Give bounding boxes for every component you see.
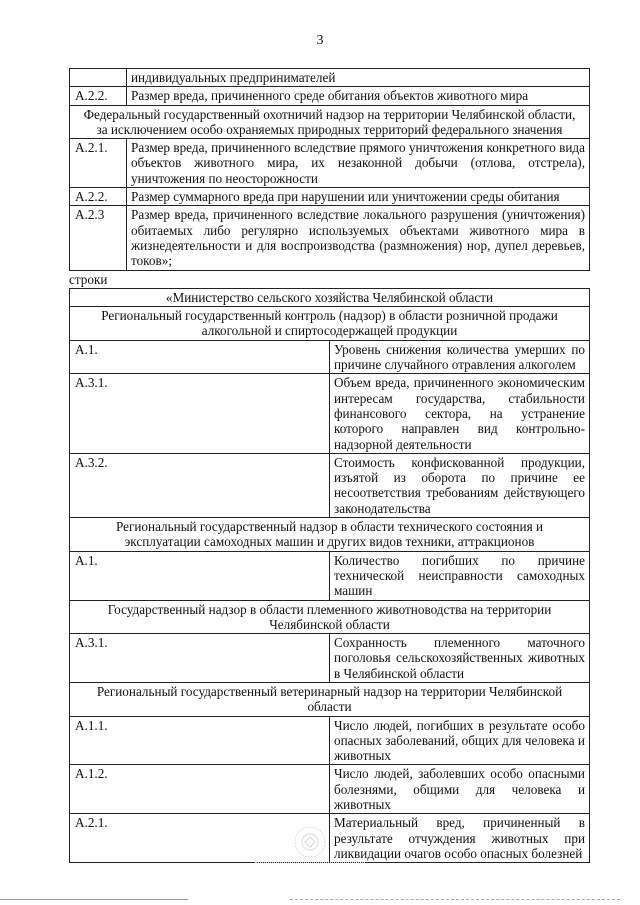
- section-title: Федеральный государственный охотничий надзор на территории Челябинской области, за исключением особо охраняемых природных территорий федерального значения: [70, 105, 590, 139]
- seal-icon: [293, 825, 327, 859]
- indicator-code: А.2.2.: [70, 87, 127, 105]
- document-body: [69, 68, 590, 863]
- indicator-code: А.1.: [70, 551, 330, 600]
- table-row: [70, 551, 590, 600]
- indicator-text: Количество погибших по причине технической неисправности самоходных машин: [330, 551, 590, 600]
- indicator-code: [70, 69, 127, 87]
- indicator-text: Размер суммарного вреда при нарушении или уничтожении среды обитания: [127, 188, 590, 206]
- seal-caption: [255, 862, 365, 867]
- strings-label: строки: [69, 271, 108, 287]
- table-row: [70, 716, 590, 765]
- section-title: Региональный государственный надзор в области технического состояния и эксплуатации самоходных машин и других видов техники, аттракционов: [70, 518, 590, 552]
- table-row: [70, 374, 590, 453]
- indicator-text: индивидуальных предпринимателей: [127, 69, 590, 87]
- page-number: 3: [316, 33, 324, 48]
- indicator-text: Стоимость конфискованной продукции, изъятой из оборота по причине ее несоответствия требованиям действующего законодательства: [330, 453, 590, 517]
- section-header-row: [70, 682, 590, 716]
- indicator-code: А.1.2.: [70, 765, 330, 814]
- indicator-code: А.3.1.: [70, 374, 330, 453]
- section-header-row: [70, 600, 590, 634]
- section-header-row: [70, 518, 590, 552]
- section-header-row: [70, 307, 590, 341]
- table-row: [70, 139, 590, 188]
- indicator-code: А.1.: [70, 340, 330, 374]
- indicator-code: А.3.1.: [70, 634, 330, 683]
- indicator-code: А.2.3: [70, 206, 127, 270]
- footer-divider-left: [0, 899, 188, 900]
- section-title: «Министерство сельского хозяйства Челябинской области: [70, 288, 590, 306]
- indicator-code: А.2.1.: [70, 139, 127, 188]
- footer-divider-right: [290, 899, 620, 900]
- indicator-text: Объем вреда, причиненного экономическим интересам государства, стабильности финансового сектора, на устранение которого направлен вид контрольно-надзорной деятельности: [330, 374, 590, 453]
- table-row: [70, 188, 590, 206]
- table-row: [70, 87, 590, 105]
- table-row: [70, 634, 590, 683]
- indicator-text: Размер вреда, причиненного вследствие прямого уничтожения конкретного вида объектов животного мира, их незаконной добычи (отлова, отстрела), уничтожения по неосторожности: [127, 139, 590, 188]
- table-row: [70, 814, 590, 863]
- indicator-code: А.2.1.: [70, 814, 330, 863]
- table-row: [70, 340, 590, 374]
- section-header-row: [70, 105, 590, 139]
- indicator-text: Размер вреда, причиненного среде обитания объектов животного мира: [127, 87, 590, 105]
- table-row: [70, 765, 590, 814]
- section-title: Региональный государственный контроль (надзор) в области розничной продажи алкогольной и спиртосодержащей продукции: [70, 307, 590, 341]
- indicator-code: А.2.2.: [70, 188, 127, 206]
- section-title: Региональный государственный ветеринарный надзор на территории Челябинской области: [70, 682, 590, 716]
- criteria-table-top: [69, 68, 590, 271]
- section-header-row: [70, 288, 590, 306]
- indicator-code: А.1.1.: [70, 716, 330, 765]
- indicator-code: А.3.2.: [70, 453, 330, 517]
- table-row: [70, 206, 590, 270]
- indicator-text: Число людей, заболевших особо опасными болезнями, общими для человека и животных: [330, 765, 590, 814]
- criteria-table-ministry: [69, 288, 590, 863]
- indicator-text: Материальный вред, причиненный в результате отчуждения животных при ликвидации очагов особо опасных болезней: [330, 814, 590, 863]
- table-row: [70, 69, 590, 87]
- section-title: Государственный надзор в области племенного животноводства на территории Челябинской области: [70, 600, 590, 634]
- indicator-text: Число людей, погибших в результате особо опасных заболеваний, общих для человека и животных: [330, 716, 590, 765]
- indicator-text: Размер вреда, причиненного вследствие локального разрушения (уничтожения) обитаемых либо регулярно используемых объектами животного мира в жизнедеятельности и для воспроизводства (размножения) нор, дупел деревьев, токов»;: [127, 206, 590, 270]
- table-row: [70, 453, 590, 517]
- indicator-text: Уровень снижения количества умерших по причине случайного отравления алкоголем: [330, 340, 590, 374]
- indicator-text: Сохранность племенного маточного поголовья сельскохозяйственных животных в Челябинской области: [330, 634, 590, 683]
